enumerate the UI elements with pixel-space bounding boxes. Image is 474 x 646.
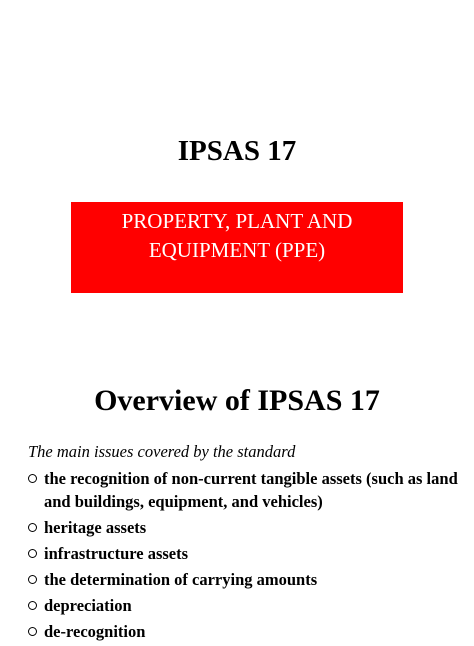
list-item xyxy=(28,568,458,591)
hollow-circle-icon xyxy=(28,575,37,584)
subtitle-line-1: PROPERTY, PLANT AND xyxy=(121,209,353,233)
hollow-circle-icon xyxy=(28,523,37,532)
overview-title: Overview of IPSAS 17 xyxy=(94,384,380,417)
list-item xyxy=(28,594,458,617)
list-item-text: de-recognition xyxy=(44,622,146,641)
slide-title-ipsas-17: IPSAS 17 xyxy=(177,135,297,167)
hollow-circle-icon xyxy=(28,474,37,483)
list-item-text: the recognition of non-current tangible assets (such as land and buildings, equipment, and vehicles) xyxy=(44,469,458,511)
hollow-circle-icon xyxy=(28,601,37,610)
list-item-text: depreciation xyxy=(44,596,132,615)
subtitle-banner xyxy=(71,202,403,293)
list-item-text: the determination of carrying amounts xyxy=(44,570,318,589)
list-item-text: infrastructure assets xyxy=(44,544,189,563)
list-item-text: heritage assets xyxy=(44,518,147,537)
list-item xyxy=(28,467,458,513)
list-item xyxy=(28,542,458,565)
list-item xyxy=(28,516,458,539)
hollow-circle-icon xyxy=(28,549,37,558)
issues-list xyxy=(28,467,458,646)
subtitle-line-2: EQUIPMENT (PPE) xyxy=(148,238,326,262)
intro-text: The main issues covered by the standard xyxy=(28,442,296,461)
